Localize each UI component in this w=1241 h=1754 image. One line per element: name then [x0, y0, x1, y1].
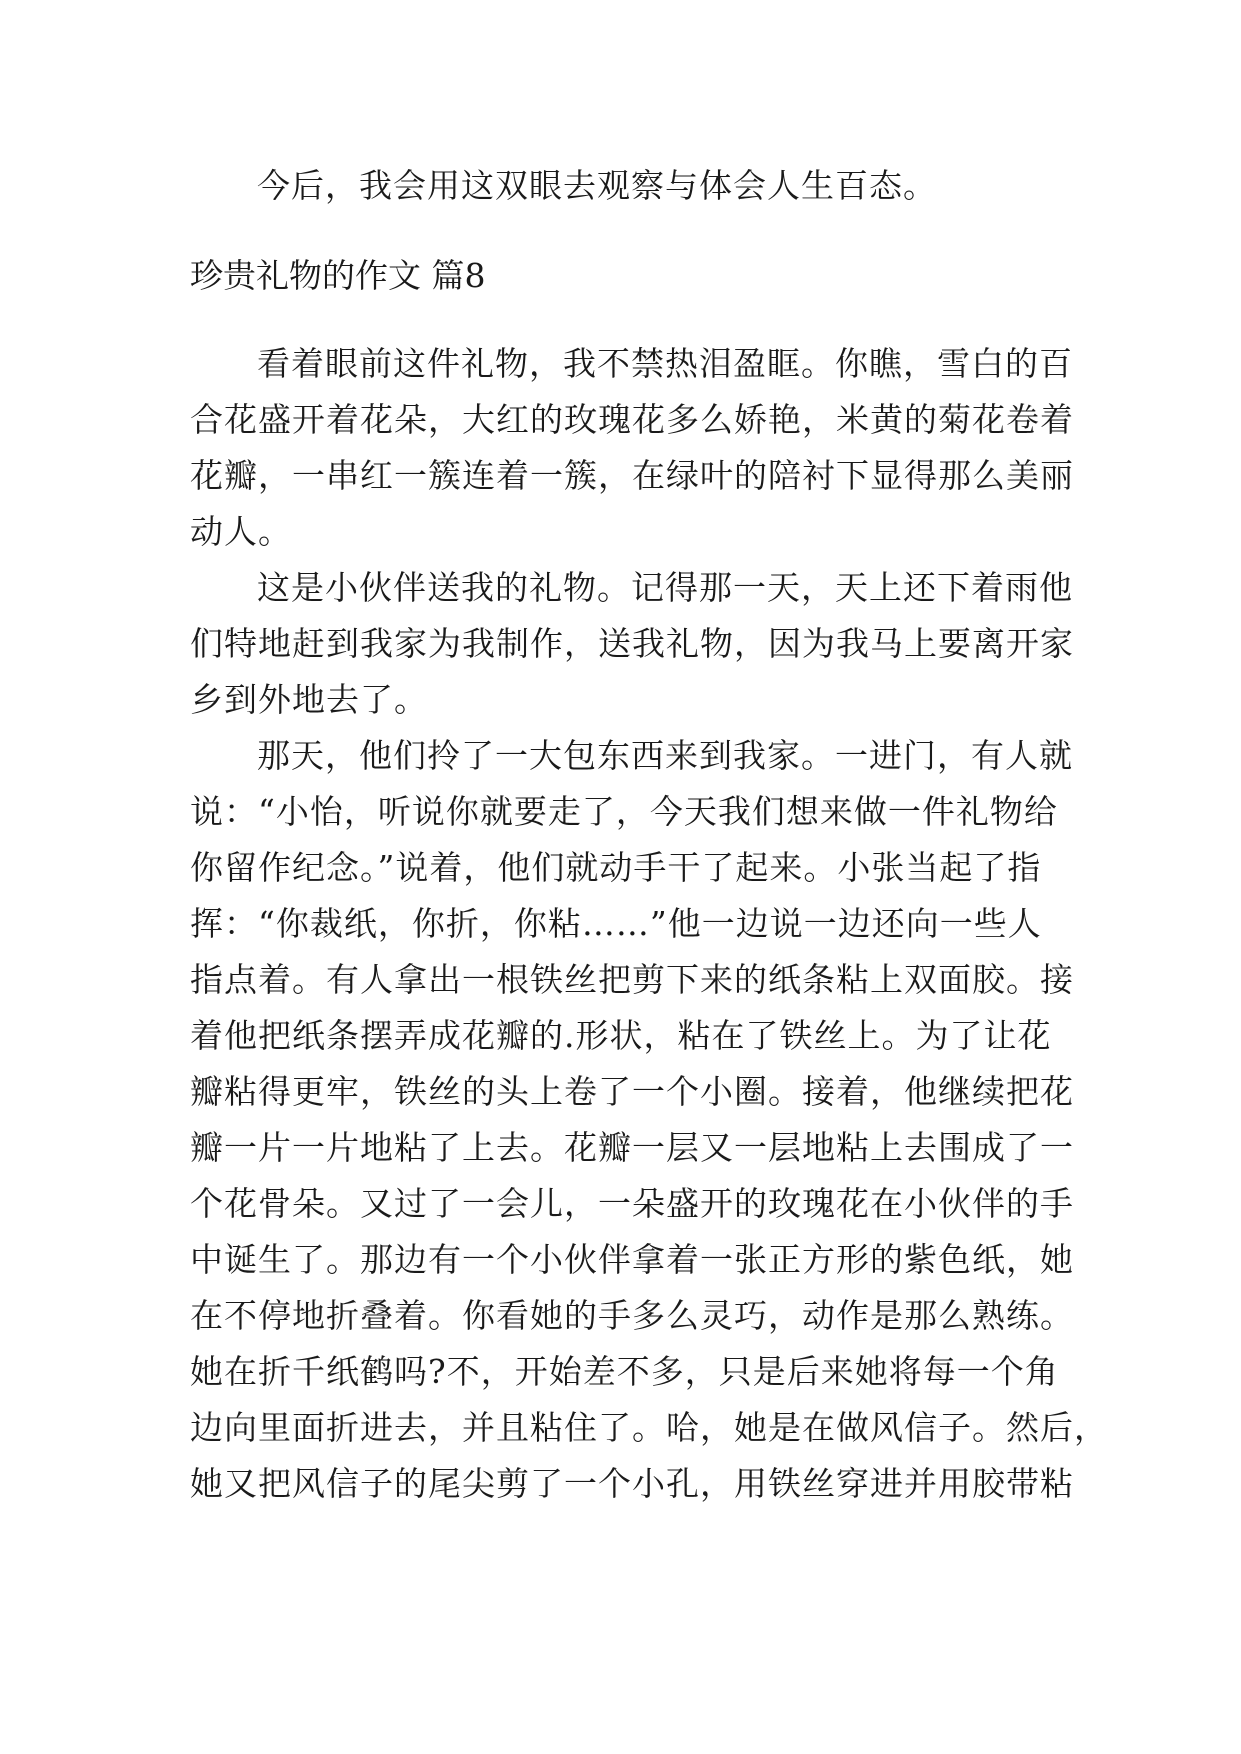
- paragraph-line: 瓣一片一片地粘了上去。花瓣一层又一层地粘上去围成了一: [190, 1128, 1074, 1167]
- paragraph-line: 说：“小怡，听说你就要走了，今天我们想来做一件礼物给: [190, 792, 1058, 831]
- paragraph-line: 合花盛开着花朵，大红的玫瑰花多么娇艳，米黄的菊花卷着: [190, 400, 1074, 439]
- paragraph-line: 挥：“你裁纸，你折，你粘……”他一边说一边还向一些人: [190, 904, 1042, 943]
- paragraph-line: 那天，他们拎了一大包东西来到我家。一进门，有人就: [257, 736, 1073, 775]
- section-heading: 珍贵礼物的作文 篇8: [190, 256, 486, 295]
- paragraph-line: 边向里面折进去，并且粘住了。哈，她是在做风信子。然后，: [190, 1408, 1108, 1447]
- paragraph-line: 她在折千纸鹤吗?不，开始差不多，只是后来她将每一个角: [190, 1352, 1059, 1391]
- paragraph-line: 指点着。有人拿出一根铁丝把剪下来的纸条粘上双面胶。接: [190, 960, 1074, 999]
- paragraph-line: 乡到外地去了。: [190, 680, 428, 719]
- paragraph-line: 她又把风信子的尾尖剪了一个小孔，用铁丝穿进并用胶带粘: [190, 1464, 1074, 1503]
- paragraph-line: 个花骨朵。又过了一会儿，一朵盛开的玫瑰花在小伙伴的手: [190, 1184, 1074, 1223]
- paragraph-line: 今后，我会用这双眼去观察与体会人生百态。: [257, 166, 937, 205]
- paragraph-line: 瓣粘得更牢，铁丝的头上卷了一个小圈。接着，他继续把花: [190, 1072, 1074, 1111]
- paragraph-line: 你留作纪念。”说着，他们就动手干了起来。小张当起了指: [190, 848, 1042, 887]
- paragraph-line: 在不停地折叠着。你看她的手多么灵巧，动作是那么熟练。: [190, 1296, 1074, 1335]
- paragraph-line: 们特地赶到我家为我制作，送我礼物，因为我马上要离开家: [190, 624, 1074, 663]
- paragraph-line: 着他把纸条摆弄成花瓣的.形状，粘在了铁丝上。为了让花: [190, 1016, 1052, 1055]
- paragraph-line: 中诞生了。那边有一个小伙伴拿着一张正方形的紫色纸，她: [190, 1240, 1074, 1279]
- paragraph-line: 花瓣，一串红一簇连着一簇，在绿叶的陪衬下显得那么美丽: [190, 456, 1074, 495]
- paragraph-line: 看着眼前这件礼物，我不禁热泪盈眶。你瞧，雪白的百: [257, 344, 1073, 383]
- paragraph-line: 动人。: [190, 512, 292, 551]
- paragraph-line: 这是小伙伴送我的礼物。记得那一天，天上还下着雨他: [257, 568, 1073, 607]
